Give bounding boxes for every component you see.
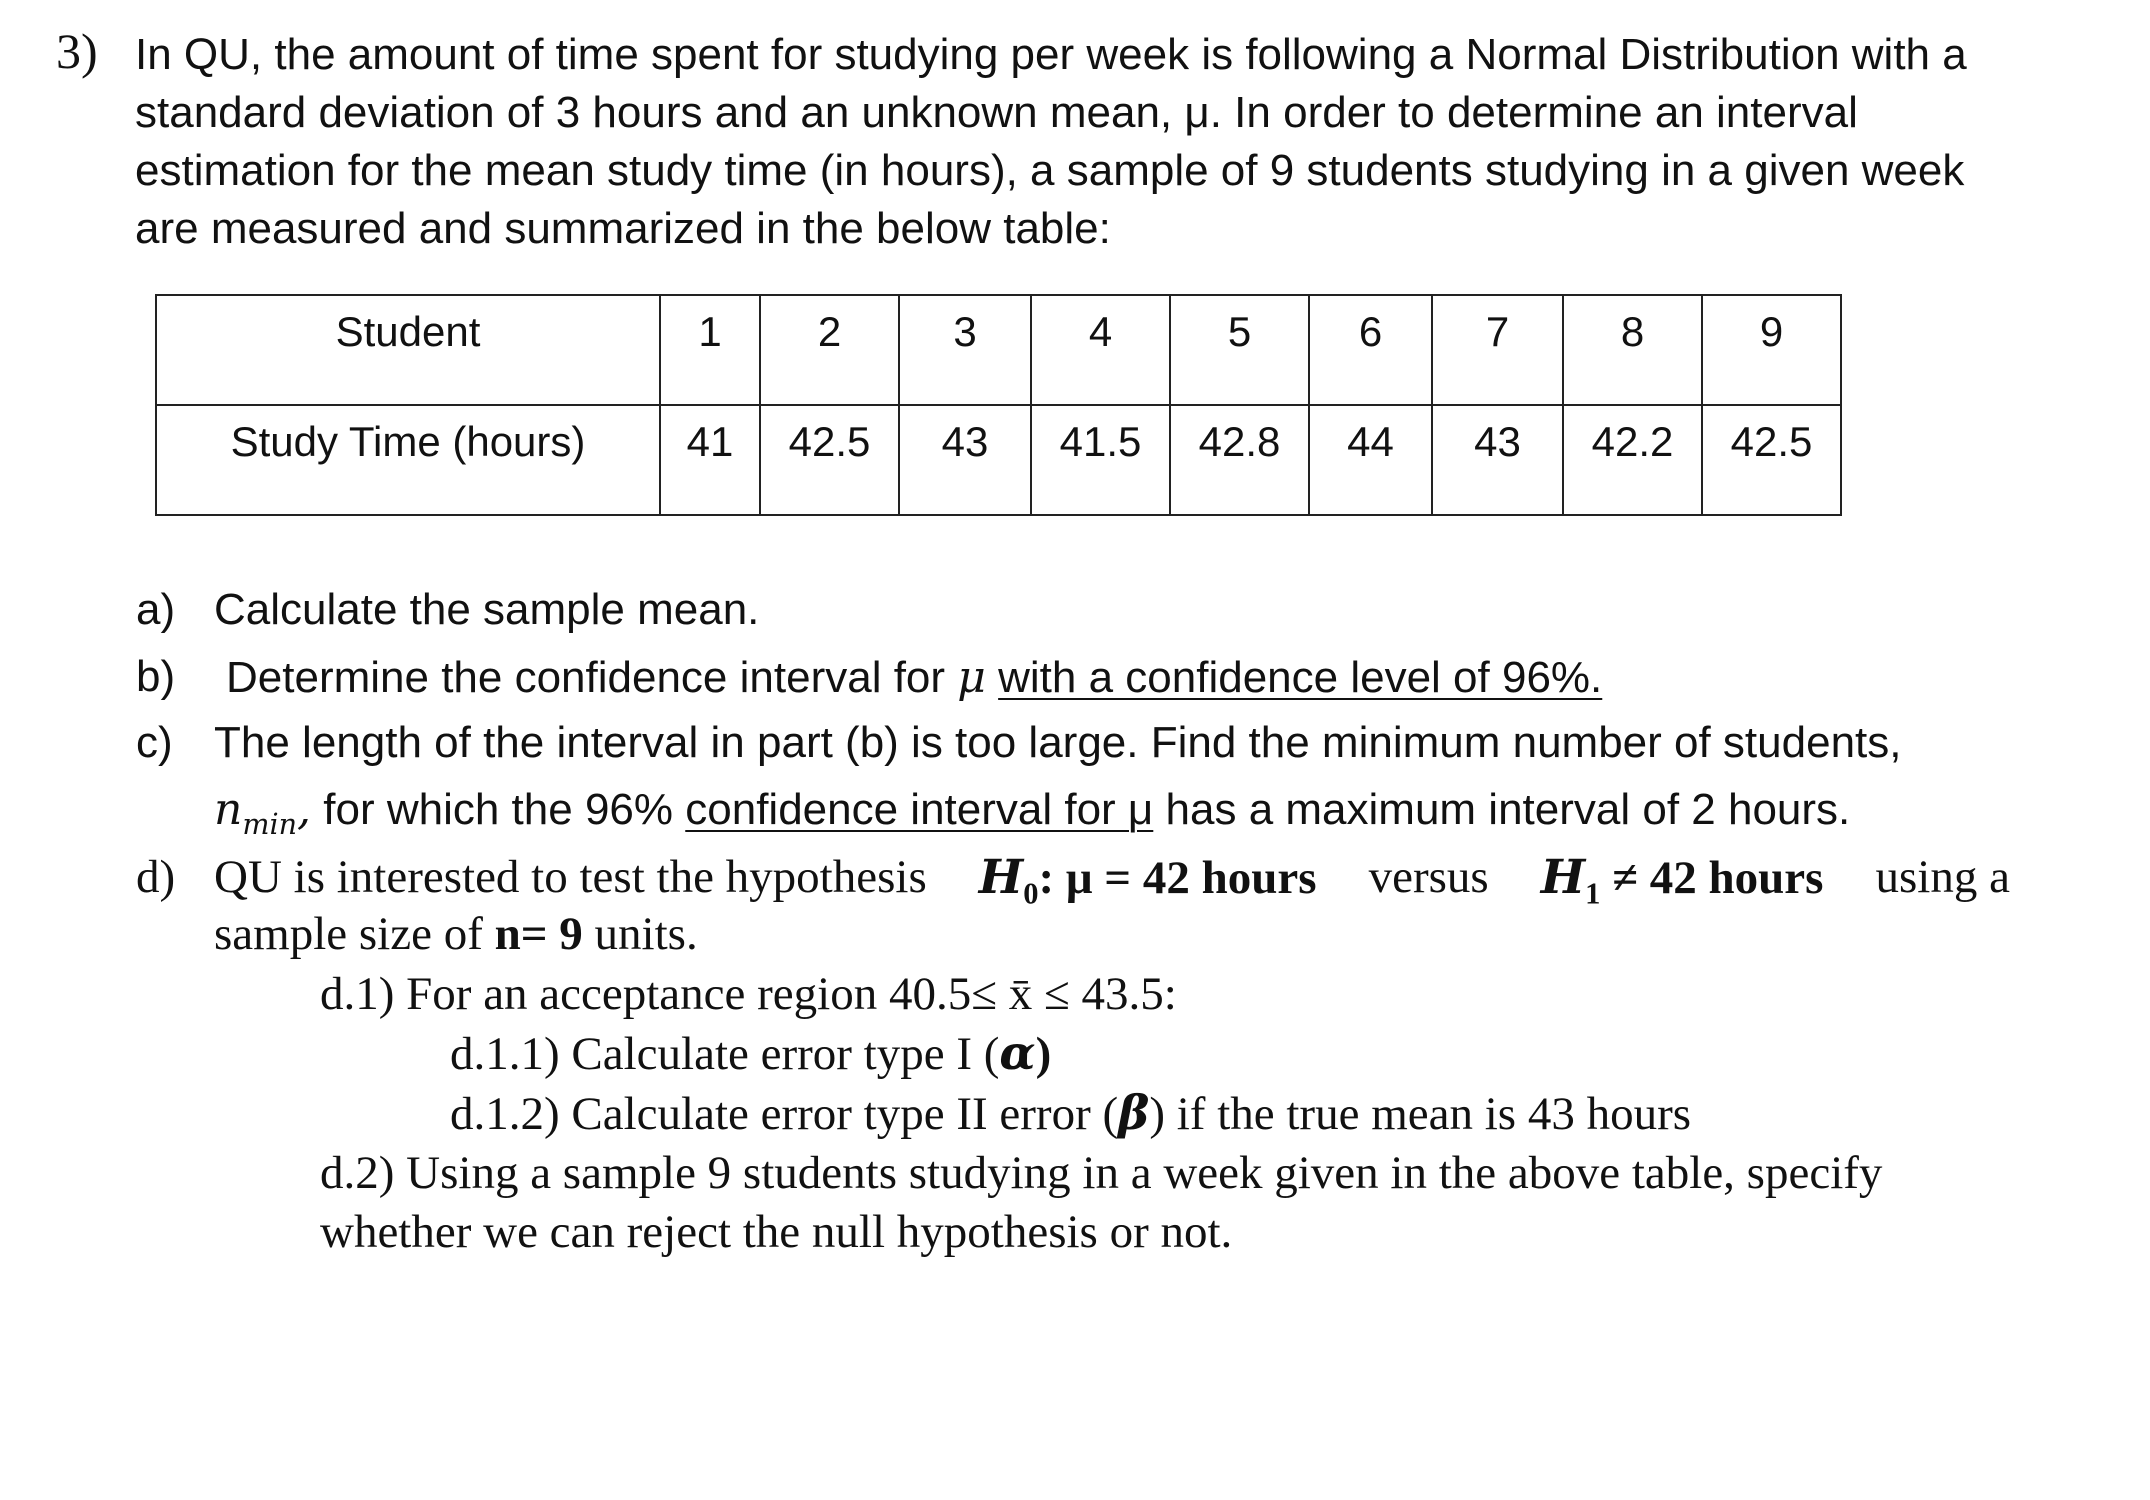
n-min-symbol: $n_{min}$, bbox=[214, 784, 312, 841]
row-header-student: Student bbox=[156, 295, 660, 405]
intro-line-2: standard deviation of 3 hours and an unknown mean, μ. In order to determine an interval bbox=[135, 88, 1858, 137]
student-cell-6: 6 bbox=[1309, 295, 1432, 405]
part-d-intro: QU is interested to test the hypothesis bbox=[214, 851, 927, 903]
student-cell-8: 8 bbox=[1563, 295, 1702, 405]
student-cell-5: 5 bbox=[1170, 295, 1309, 405]
time-cell-4: 41.5 bbox=[1031, 405, 1170, 515]
part-d-label: d) bbox=[136, 851, 176, 903]
question-number: 3) bbox=[56, 23, 98, 79]
part-b-label: b) bbox=[136, 652, 176, 701]
part-b-text bbox=[226, 652, 1602, 703]
part-d2-line-2: whether we can reject the null hypothesis or not. bbox=[320, 1206, 1233, 1258]
student-cell-3: 3 bbox=[899, 295, 1031, 405]
part-c-line-2 bbox=[214, 784, 1850, 841]
intro-line-4: are measured and summarized in the below table: bbox=[135, 204, 1111, 253]
part-d2-line-1: d.2) Using a sample 9 students studying in a week given in the above table, specify bbox=[320, 1147, 1883, 1199]
part-a-label: a) bbox=[136, 585, 176, 634]
student-cell-1: 1 bbox=[660, 295, 760, 405]
question-intro bbox=[135, 26, 1967, 258]
time-cell-6: 44 bbox=[1309, 405, 1432, 515]
time-cell-1: 41 bbox=[660, 405, 760, 515]
student-cell-2: 2 bbox=[760, 295, 899, 405]
table-row-study-time bbox=[156, 405, 1841, 515]
time-cell-7: 43 bbox=[1432, 405, 1563, 515]
beta-symbol: β bbox=[1118, 1086, 1150, 1141]
part-b-plain: Determine the confidence interval for bbox=[226, 653, 946, 702]
part-d11: d.1.1) Calculate error type I (α) bbox=[450, 1026, 1052, 1081]
part-a-text: Calculate the sample mean. bbox=[214, 585, 760, 634]
intro-line-1: In QU, the amount of time spent for studying per week is following a Normal Distribution with a bbox=[135, 30, 1967, 79]
part-c-label: c) bbox=[136, 718, 173, 767]
sample-size-value: n= 9 bbox=[494, 908, 583, 960]
h1-statement: $H_1 \ne 42$ hours bbox=[1540, 850, 1824, 911]
h0-statement: $H_0$: μ = 42 hours bbox=[978, 850, 1317, 911]
part-d1: d.1) For an acceptance region 40.5≤ x̄ ≤ 43.5: bbox=[320, 968, 1177, 1020]
time-cell-9: 42.5 bbox=[1702, 405, 1841, 515]
part-d-line-1 bbox=[214, 850, 2010, 911]
part-d-line-2: sample size of n= 9 units. bbox=[214, 908, 698, 960]
time-cell-5: 42.8 bbox=[1170, 405, 1309, 515]
part-c-line-2a: for which the 96% bbox=[323, 785, 674, 834]
time-cell-3: 43 bbox=[899, 405, 1031, 515]
row-header-study-time: Study Time (hours) bbox=[156, 405, 660, 515]
table-row-student bbox=[156, 295, 1841, 405]
study-time-table bbox=[155, 294, 1842, 516]
part-b-underlined: with a confidence level of 96%. bbox=[998, 653, 1603, 702]
part-c-line-1: The length of the interval in part (b) is too large. Find the minimum number of students, bbox=[214, 718, 1902, 767]
alpha-symbol: α bbox=[999, 1026, 1036, 1081]
part-c-line-2b: has a maximum interval of 2 hours. bbox=[1165, 785, 1851, 834]
part-c-underlined: confidence interval for μ bbox=[685, 785, 1154, 834]
mu-symbol: μ bbox=[957, 652, 986, 703]
using-a-word: using a bbox=[1875, 851, 2010, 903]
student-cell-7: 7 bbox=[1432, 295, 1563, 405]
student-cell-9: 9 bbox=[1702, 295, 1841, 405]
student-cell-4: 4 bbox=[1031, 295, 1170, 405]
part-d12: d.1.2) Calculate error type II error (β) if the true mean is 43 hours bbox=[450, 1086, 1692, 1141]
time-cell-8: 42.2 bbox=[1563, 405, 1702, 515]
intro-line-3: estimation for the mean study time (in hours), a sample of 9 students studying in a given week bbox=[135, 146, 1965, 195]
versus-word: versus bbox=[1368, 851, 1489, 903]
time-cell-2: 42.5 bbox=[760, 405, 899, 515]
